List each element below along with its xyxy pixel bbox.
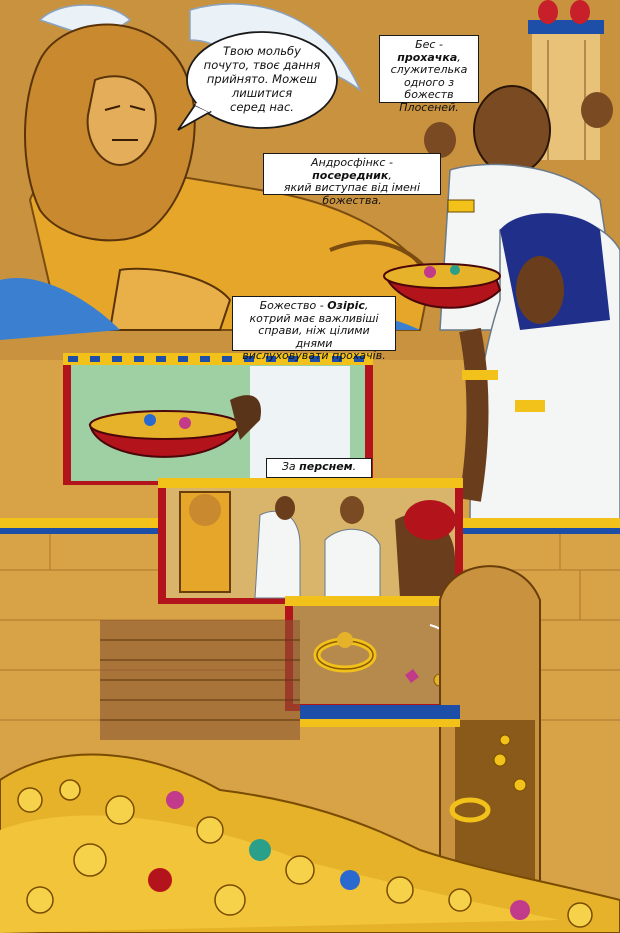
caption-bes: Бес - прохачка, служителька одного з божеств Плосеней. — [379, 35, 479, 103]
speech-line: Твою мольбу — [223, 44, 301, 58]
caption-ring-word: перснем — [299, 460, 353, 473]
speech-line: серед нас. — [230, 100, 294, 114]
caption-deity: Божество - Озіріс, котрий має важливіші справи, ніж цілими днями вислуховувати прохачів. — [232, 296, 396, 351]
panel-temple — [158, 478, 463, 604]
speech-line: прийнято. Можеш — [206, 72, 318, 86]
caption-androsphinx-name: Андросфінкс — [311, 156, 386, 169]
caption-bes-name: Бес — [415, 38, 436, 51]
speech-line: лишитися — [231, 86, 293, 100]
caption-bes-role: прохачка — [397, 50, 458, 64]
speech-bubble-text — [196, 44, 328, 114]
speech-line: почуто, твоє дання — [203, 58, 321, 72]
caption-androsphinx-role: посередник — [312, 168, 389, 182]
sphinx-face — [88, 76, 156, 165]
caption-androsphinx: Андросфінкс - посередник, який виступає від імені божества. — [263, 153, 441, 195]
caption-deity-name: Озіріс — [327, 299, 365, 312]
caption-ring: За перснем. — [266, 458, 372, 478]
